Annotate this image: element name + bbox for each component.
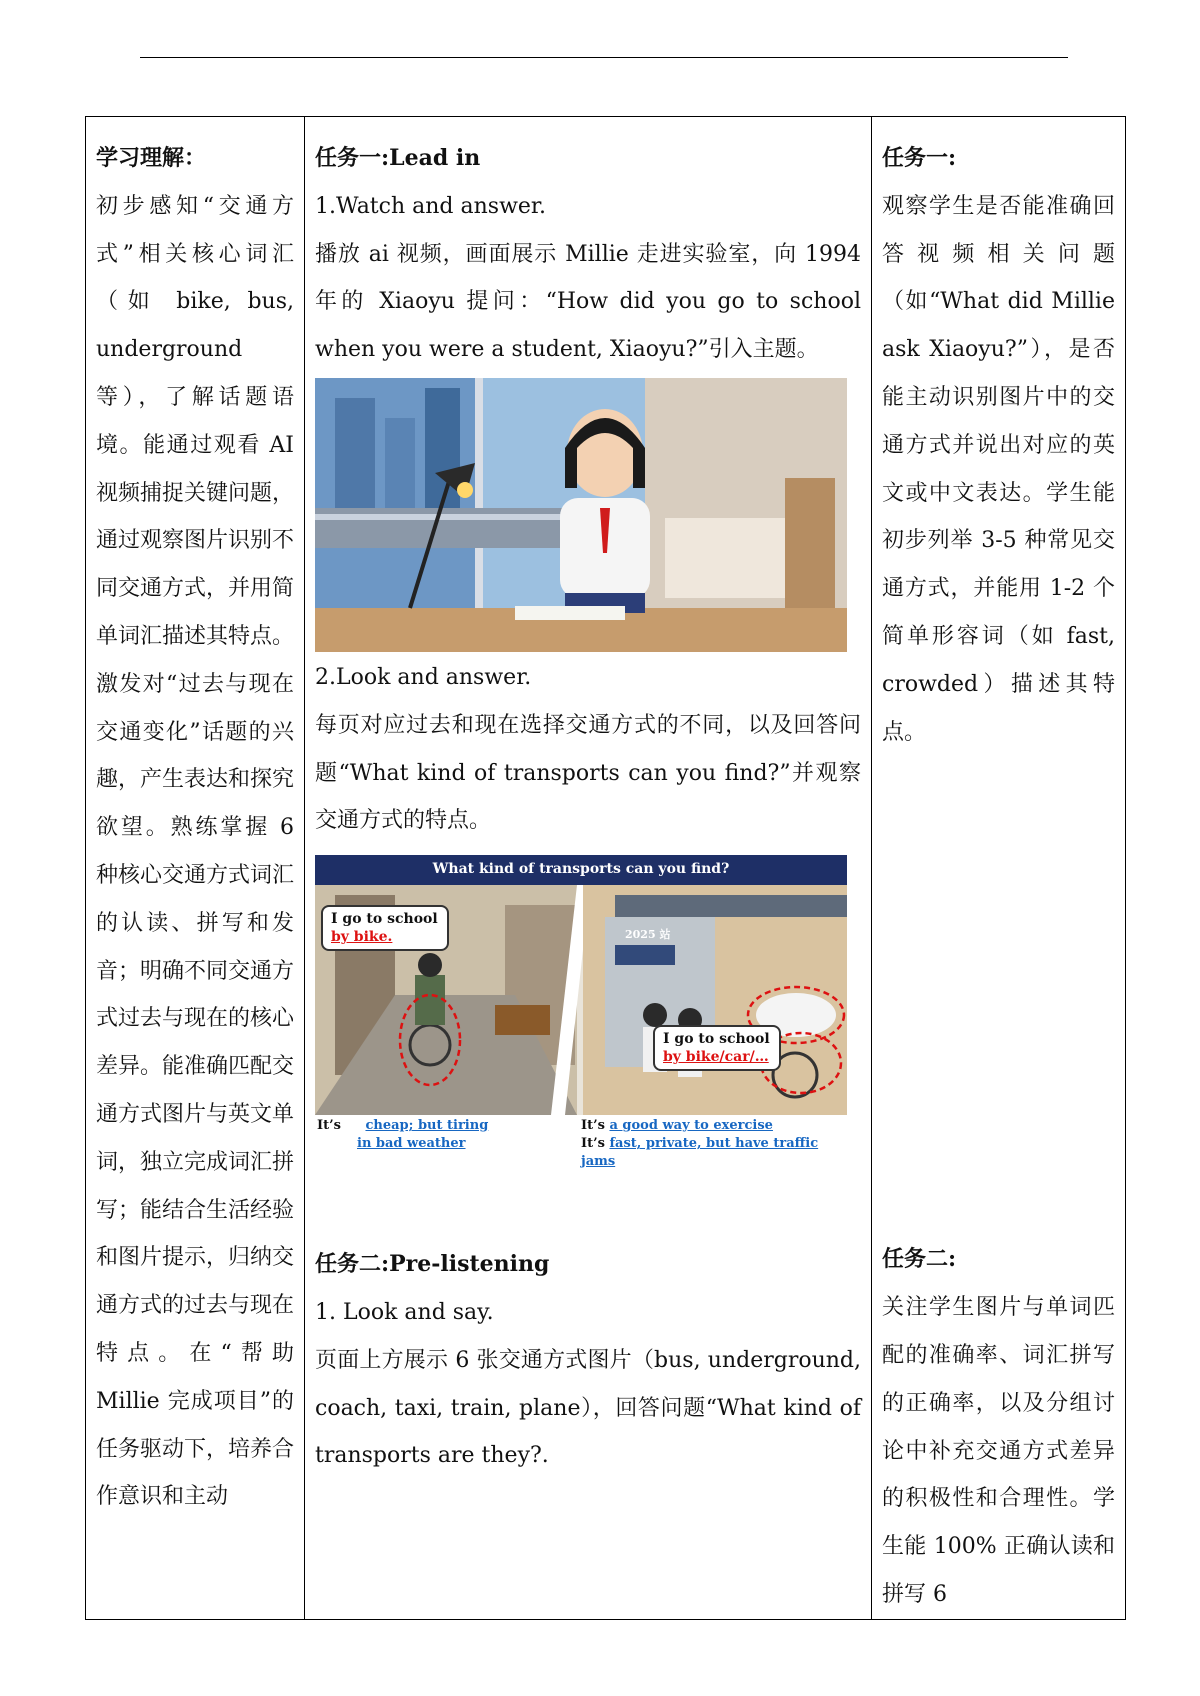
step3-text: 页面上方展示 6 张交通方式图片（bus, underground, coach, taxi, train, plane），回答问题“What kind of transports are they?. (315, 1347, 861, 1469)
transport-scene-illustration (315, 855, 847, 1155)
present-caption (581, 1117, 847, 1171)
assessment-task2-title: 任务二: (882, 1246, 957, 1273)
col1-heading: 学习理解： (96, 145, 207, 171)
past-caption-prefix: It’s (317, 1118, 341, 1134)
bubble-past-line1: I go to school (331, 911, 438, 928)
step1-text: 播放 ai 视频，画面展示 Millie 走进实验室，向 1994 年的 Xiaoyu 提问：“How did you go to school when you were a student, Xiaoyu?”引入主题。 (315, 241, 861, 363)
transport-slide-image (315, 855, 847, 1170)
assessment-cell (872, 117, 1126, 1620)
assessment-task1-title: 任务一: (882, 145, 957, 171)
assessment-task2-text: 关注学生图片与单词匹配的准确率、词汇拼写的正确率，以及分组讨论中补充交通方式差异的积极性和合理性。学生能 100% 正确认读和拼写 6 (882, 1295, 1115, 1607)
learning-objective-cell (86, 117, 305, 1620)
spacer (882, 756, 1115, 1236)
header-rule (140, 57, 1068, 58)
task1-title: 任务一:Lead in (315, 145, 481, 171)
past-caption-line1: cheap; but tiring (365, 1118, 489, 1134)
present-caption-line2: fast, private, but have traffic jams (581, 1136, 819, 1170)
bubble-present-line1: I go to school (663, 1031, 770, 1048)
present-caption-line1: a good way to exercise (609, 1118, 773, 1134)
activity-cell (305, 117, 872, 1620)
speech-bubble-past (321, 905, 449, 951)
lesson-plan-table (85, 116, 1126, 1620)
classroom-illustration (315, 378, 847, 652)
present-caption-prefix-1: It’s (581, 1118, 605, 1134)
step3-heading: 1. Look and say. (315, 1299, 494, 1325)
present-caption-prefix-2: It’s (581, 1136, 605, 1152)
past-caption-line2: in bad weather (357, 1136, 466, 1152)
past-caption (317, 1117, 488, 1153)
assessment-task1-text: 观察学生是否能准确回答视频相关问题（如“What did Millie ask Xiaoyu?”），是否能主动识别图片中的交通方式并说出对应的英文或中文表达。学生能初步列举 3-5 种常见交通方式，并能用 1-2 个简单形容词（如 fast, crowded）描述其特点。 (882, 193, 1115, 745)
step2-text: 每页对应过去和现在选择交通方式的不同，以及回答问题“What kind of transports can you find?”并观察交通方式的特点。 (315, 712, 861, 834)
bubble-past-line2: by bike. (331, 929, 393, 946)
task2-title: 任务二:Pre-listening (315, 1251, 550, 1278)
step1-heading: 1.Watch and answer. (315, 193, 547, 219)
speech-bubble-present (653, 1025, 781, 1071)
station-sign: 2025 站 (625, 928, 671, 942)
col1-text: 初步感知“交通方式”相关核心词汇（如 bike, bus, underground 等），了解话题语境。能通过观看 AI 视频捕捉关键问题，通过观察图片识别不同交通方式，并用简单词汇描述其特点。激发对“过去与现在交通变化”话题的兴趣，产生表达和探究欲望。熟练掌握 6 种核心交通方式词汇的认读、拼写和发音；明确不同交通方式过去与现在的核心差异。能准确匹配交通方式图片与英文单词，独立完成词汇拼写；能结合生活经验和图片提示，归纳交通方式的过去与现在特点。在“帮助 Millie 完成项目”的任务驱动下，培养合作意识和主动 (96, 193, 295, 1510)
bubble-present-line2: by bike/car/… (663, 1049, 769, 1066)
video-still-image (315, 378, 847, 652)
step2-heading: 2.Look and answer. (315, 664, 532, 690)
slide-title: What kind of transports can you find? (432, 861, 730, 878)
